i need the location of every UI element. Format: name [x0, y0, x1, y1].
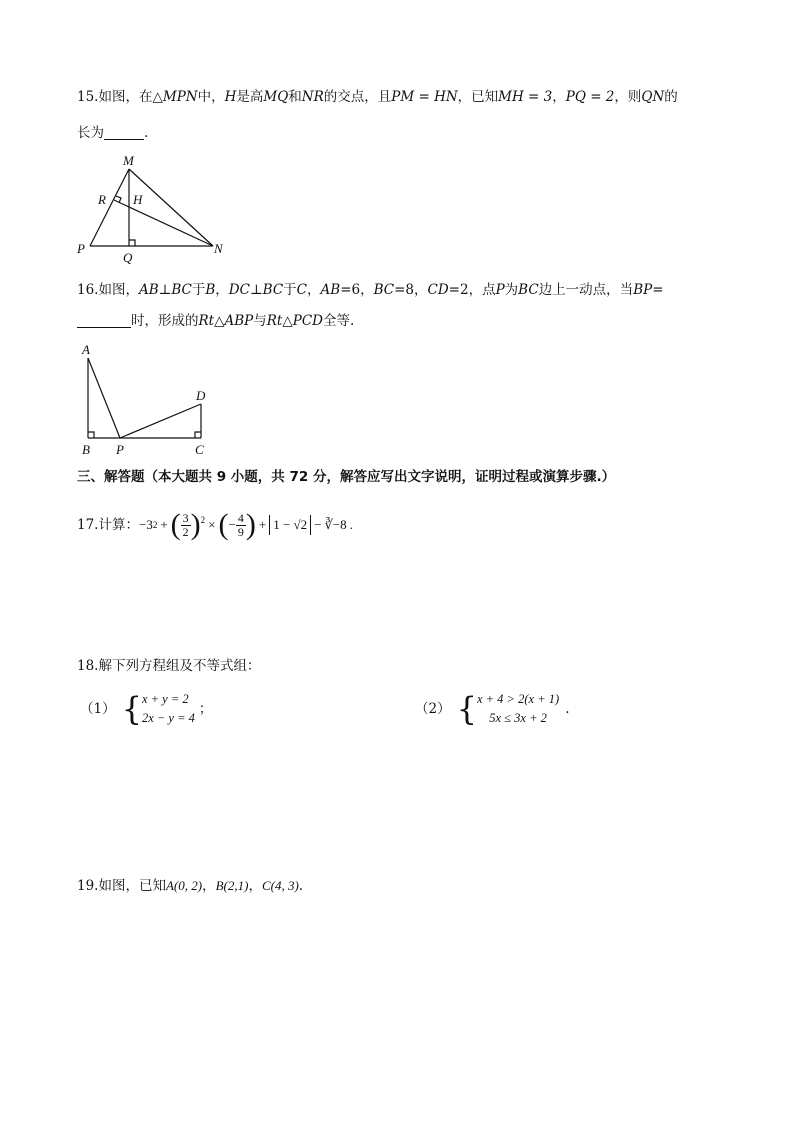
q17-cube-root: ∛−8	[324, 517, 347, 532]
seg-ap	[88, 358, 120, 438]
q16-text: ，	[215, 282, 229, 298]
q18-title: 18.解下列方程组及不等式组：	[77, 658, 261, 674]
q17-paren-open: (	[170, 508, 181, 541]
q16-rt: Rt△	[266, 313, 293, 329]
q15-triangle: MPN	[162, 89, 198, 105]
q17-times: ×	[208, 517, 216, 532]
q18-part2-ineq2: 5x ≤ 3x + 2	[489, 711, 547, 725]
label-d: D	[196, 388, 206, 403]
q15-text: ，已知	[457, 89, 499, 105]
label-h: H	[133, 192, 143, 207]
q15-eq-pm-hn: PM = HN	[391, 89, 458, 105]
q15-seg-qn: QN	[641, 89, 665, 105]
q17-frac1-den: 2	[182, 524, 189, 539]
q19-end: .	[298, 878, 304, 894]
q17-plus: +	[258, 517, 267, 532]
seg-mp	[90, 169, 129, 246]
q15-eq-mh: MH = 3	[498, 89, 553, 105]
q15-text: 长为	[77, 125, 104, 141]
q16-seg: BC	[171, 282, 192, 298]
q17-fraction-3-2	[181, 512, 191, 539]
q15-text: 的	[664, 89, 678, 105]
label-a: A	[82, 342, 90, 357]
label-c: C	[195, 442, 204, 457]
q18-part1-brace: {	[121, 690, 142, 728]
q19-point-b: B(2,1)	[215, 878, 249, 893]
q16-text: 于	[283, 282, 297, 298]
q19-text: 19.如图，已知	[77, 878, 166, 894]
q16-text: 如图，	[98, 282, 139, 298]
right-angle-b	[88, 432, 94, 438]
label-m: M	[123, 153, 134, 168]
q18-part1-end: ；	[198, 701, 213, 717]
q18-part1-eq1: x + y = 2	[141, 692, 189, 706]
q16-triangle-abp: ABP	[224, 313, 254, 329]
q16-text: ，	[307, 282, 321, 298]
q16-point: P	[495, 282, 505, 298]
q16-text: 全等.	[322, 313, 355, 329]
q15-text: 的交点，且	[323, 89, 392, 105]
q19-sep: ，	[202, 878, 216, 894]
q17-frac1-num: 3	[182, 510, 189, 525]
q15-seg-nr: NR	[301, 89, 324, 105]
q15-text: .	[144, 125, 149, 141]
q16-line1	[77, 280, 664, 300]
q15-text: ，	[552, 89, 566, 105]
q17-plus: +	[160, 517, 168, 532]
q17-paren-close: )	[245, 508, 256, 541]
q17-frac1-exp: 2	[200, 515, 206, 525]
q17-paren-open: (	[218, 508, 229, 541]
q16-text: =8，	[394, 282, 428, 298]
q16-seg: BC	[518, 282, 539, 298]
q16-text: 时，形成的	[131, 313, 199, 329]
q18-part2-end: .	[565, 701, 570, 717]
seg-mn	[129, 169, 213, 246]
q16-seg: CD	[427, 282, 449, 298]
q19-point-a: A(0, 2)	[165, 878, 203, 893]
q18-part1	[80, 690, 212, 728]
q19-line	[77, 876, 303, 896]
q17-absolute-value: 1 − √2	[269, 515, 311, 535]
q16-text: 于	[191, 282, 206, 298]
q16-seg: DC	[228, 282, 250, 298]
q16-perp: ⊥	[249, 282, 263, 298]
q15-line1	[77, 87, 678, 107]
q18-part1-system	[142, 690, 195, 728]
q16-rt: Rt△	[198, 313, 225, 329]
seg-pd	[120, 404, 201, 438]
right-angle-q	[129, 240, 135, 246]
q16-seg: AB	[138, 282, 159, 298]
q18-part2	[415, 690, 569, 728]
q16-point: C	[296, 282, 308, 298]
q15-text: 和	[288, 89, 302, 105]
q15-text: 如图，在△	[98, 89, 163, 105]
label-p: P	[116, 442, 124, 457]
label-b: B	[82, 442, 90, 457]
q18-part2-ineq1: x + 4 > 2(x + 1)	[476, 692, 560, 706]
q16-answer-blank[interactable]	[77, 313, 131, 328]
q15-answer-blank[interactable]	[104, 125, 144, 140]
q17-end: .	[349, 517, 353, 532]
q16-perp: ⊥	[158, 282, 172, 298]
q16-seg: AB	[320, 282, 341, 298]
q16-triangle-pcd: PCD	[292, 313, 323, 329]
label-n: N	[214, 241, 223, 256]
q18-part1-label: （1）	[80, 701, 116, 717]
q17-frac2-den: 9	[237, 524, 244, 539]
q18-part2-brace: {	[456, 690, 477, 728]
q16-number: 16.	[77, 282, 99, 298]
right-angle-c	[195, 432, 201, 438]
q17-fraction-4-9	[236, 512, 246, 539]
label-r: R	[98, 192, 106, 207]
q15-line2	[77, 123, 148, 143]
q17-expression	[139, 510, 353, 540]
q16-text: =2，点	[448, 282, 496, 298]
q15-text: 中，	[197, 89, 225, 105]
q15-seg-mq: MQ	[263, 89, 289, 105]
q18-part2-label: （2）	[415, 701, 451, 717]
q18-part1-eq2: 2x − y = 4	[141, 711, 195, 725]
q16-text: =	[652, 282, 664, 298]
q17-minus: −	[228, 517, 236, 532]
label-q: Q	[123, 250, 133, 265]
q15-number: 15.	[77, 89, 99, 105]
q16-text: =6，	[340, 282, 374, 298]
q16-seg: BP	[633, 282, 653, 298]
q19-sep: ，	[248, 878, 262, 894]
q16-seg: BC	[262, 282, 284, 298]
q16-point: B	[205, 282, 216, 298]
q18-part2-system	[477, 690, 559, 728]
q15-point-h: H	[224, 89, 237, 105]
section-3-heading: 三、解答题（本大题共 9 小题，共 72 分，解答应写出文字说明，证明过程或演算步骤.）	[77, 469, 616, 485]
q16-seg: BC	[373, 282, 395, 298]
q16-line2	[77, 311, 354, 331]
q15-text: 是高	[236, 89, 264, 105]
q17-paren-close: )	[190, 508, 201, 541]
q19-point-c: C(4, 3)	[261, 878, 299, 893]
label-p: P	[77, 241, 85, 256]
q17-line	[77, 508, 353, 542]
q15-text: ，则	[614, 89, 642, 105]
q17-minus: −	[314, 517, 322, 532]
q16-text: 边上一动点，当	[538, 282, 634, 298]
q17-term1: −3	[138, 517, 153, 532]
q15-figure	[70, 150, 240, 268]
q16-text: 为	[504, 282, 519, 298]
q16-text: 与	[253, 313, 267, 329]
q16-figure	[74, 338, 224, 460]
q17-label: 17.计算：	[77, 517, 139, 533]
q17-term1-exp: 2	[152, 520, 158, 530]
q17-frac2-num: 4	[237, 510, 244, 525]
q15-eq-pq: PQ = 2	[565, 89, 615, 105]
